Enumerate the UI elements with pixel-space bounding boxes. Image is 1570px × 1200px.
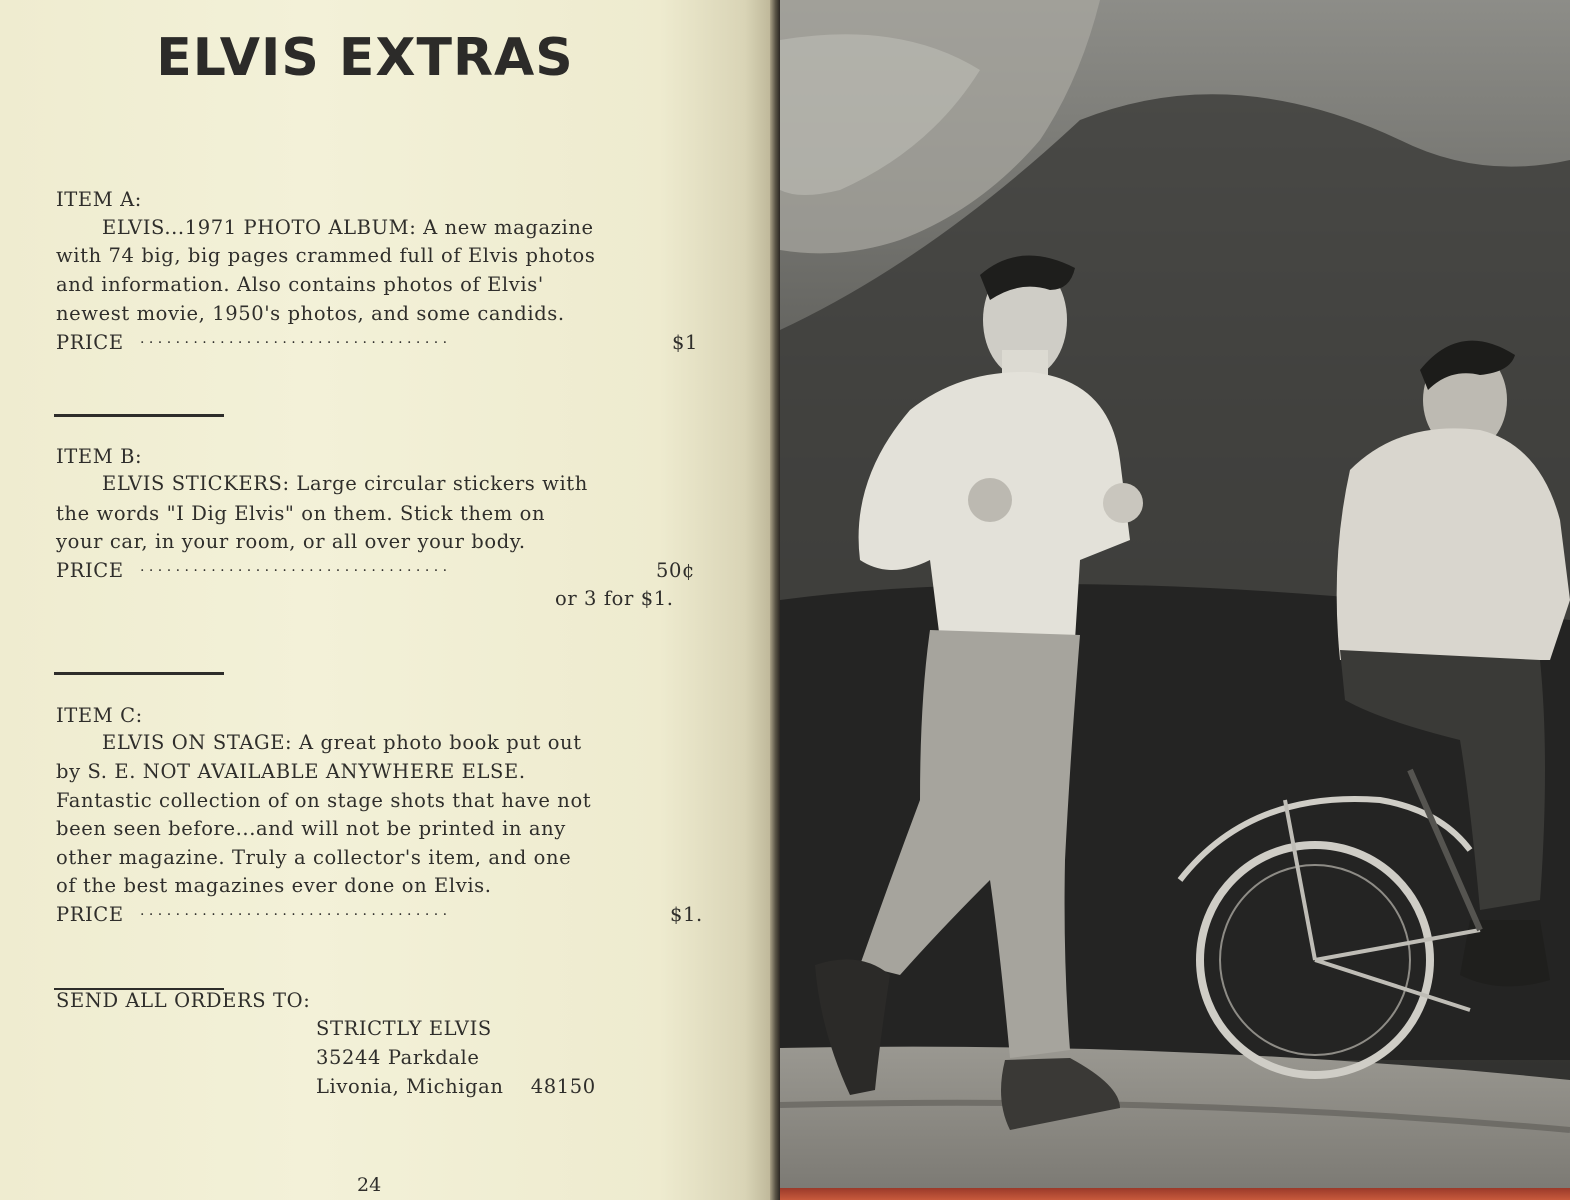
- page-title: ELVIS EXTRAS: [156, 28, 574, 88]
- page-number: 24: [357, 1174, 382, 1196]
- item-c-line: Fantastic collection of on stage shots that have not: [56, 789, 592, 812]
- item-b-price-label: PRICE: [56, 559, 124, 582]
- item-a-line: newest movie, 1950's photos, and some candids.: [56, 302, 565, 325]
- price-leader: . . . . . . . . . . . . . . . . . . . . . . . . . . . . . . . . . . .: [140, 331, 448, 347]
- item-c-line: ELVIS ON STAGE: A great photo book put out: [102, 731, 582, 754]
- address-line: Livonia, Michigan 48150: [316, 1075, 596, 1098]
- item-c-line: by S. E. NOT AVAILABLE ANYWHERE ELSE.: [56, 760, 526, 783]
- item-c-heading: ITEM C:: [56, 704, 143, 727]
- item-b-price-extra: or 3 for $1.: [555, 587, 674, 610]
- address-line: 35244 Parkdale: [316, 1046, 480, 1069]
- item-c-line: other magazine. Truly a collector's item, and one: [56, 846, 572, 869]
- item-c-price-label: PRICE: [56, 903, 124, 926]
- item-c-line: been seen before...and will not be printed in any: [56, 817, 566, 840]
- photo-illustration: [780, 0, 1570, 1200]
- left-page: [0, 0, 776, 1200]
- book-gutter: [770, 0, 780, 1200]
- item-b-line: ELVIS STICKERS: Large circular stickers with: [102, 472, 588, 495]
- address-line: STRICTLY ELVIS: [316, 1017, 492, 1040]
- orders-label: SEND ALL ORDERS TO:: [56, 989, 311, 1012]
- item-a-price-label: PRICE: [56, 331, 124, 354]
- divider: [54, 414, 224, 417]
- item-a-line: ELVIS...1971 PHOTO ALBUM: A new magazine: [102, 216, 594, 239]
- item-a-heading: ITEM A:: [56, 188, 142, 211]
- item-b-heading: ITEM B:: [56, 445, 143, 468]
- item-a-line: and information. Also contains photos of Elvis': [56, 273, 544, 296]
- item-b-line: your car, in your room, or all over your body.: [56, 530, 526, 553]
- price-leader: . . . . . . . . . . . . . . . . . . . . . . . . . . . . . . . . . . .: [140, 559, 448, 575]
- divider: [54, 672, 224, 675]
- item-a-price: $1: [672, 331, 699, 354]
- item-b-line: the words "I Dig Elvis" on them. Stick them on: [56, 502, 546, 525]
- item-a-line: with 74 big, big pages crammed full of Elvis photos: [56, 244, 596, 267]
- page-edge: [780, 1188, 1570, 1200]
- item-c-price: $1.: [670, 903, 703, 926]
- item-c-line: of the best magazines ever done on Elvis.: [56, 874, 492, 897]
- item-b-price: 50¢: [656, 559, 696, 582]
- photo-runner-and-cyclist: [780, 0, 1570, 1200]
- price-leader: . . . . . . . . . . . . . . . . . . . . . . . . . . . . . . . . . . .: [140, 903, 448, 919]
